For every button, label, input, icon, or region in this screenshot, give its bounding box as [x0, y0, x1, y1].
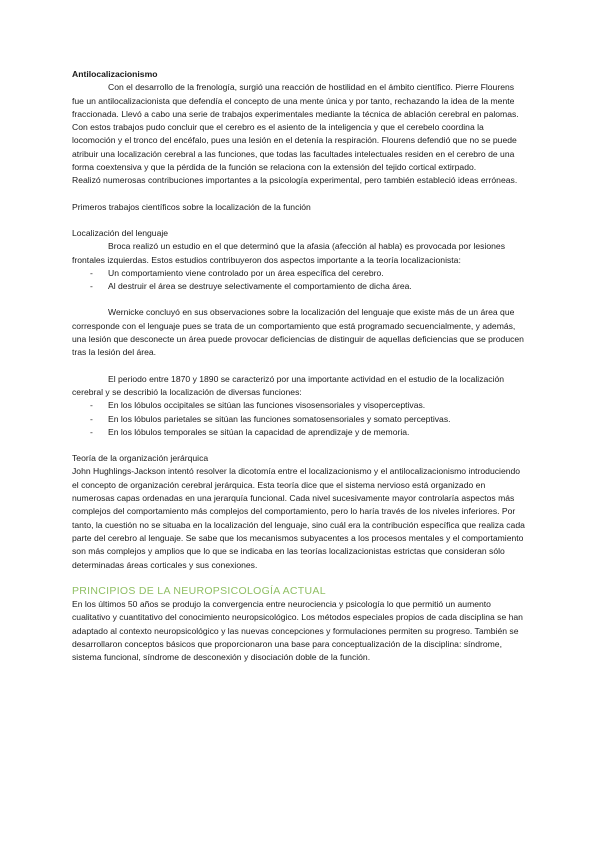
list-item: - En los lóbulos occipitales se sitúan las funciones visosensoriales y visoperceptivas.: [72, 399, 528, 412]
antilocalizacionismo-paragraph: Con el desarrollo de la frenología, surgió una reacción de hostilidad en el ámbito científico. Pierre Flourens fue un antilocalizacionista que defendía el concepto de una mente única y por tanto, rechazando la idea de la mente fraccionada. Llevó a cabo una serie de trabajos experimentales mediante la técnica de ablación cerebral en palomas. Con estos trabajos pudo concluir que el cerebro es el asiento de la inteligencia y que el cerebelo coordina la locomoción y el tronco del encéfalo, pues una lesión en el detenía la respiración. Flourens defendió que no se puede atribuir una localización cerebral a las funciones, que todas las facultades intelectuales residen en el cerebro de una forma coextensiva y que la pérdida de la función se relaciona con la extensión del tejido cortical extirpado.: [72, 82, 519, 173]
broca-list: [72, 267, 528, 294]
wernicke-paragraph: Wernicke concluyó en sus observaciones sobre la localización del lenguaje que existe más de un área que corresponde con el lenguaje pues se trata de un comportamiento que está programado secuencialmente, y además, una lesión que desconecte un área puede provocar deficiencias de distinguir de aquellas deficiencias que se producen tras la lesión del área.: [72, 307, 524, 358]
principios-section-title: PRINCIPIOS DE LA NEUROPSICOLOGÍA ACTUAL: [72, 584, 326, 597]
localizacion-lenguaje-heading: Localización del lenguaje: [72, 227, 169, 238]
antilocalizacionismo-paragraph-2: Realizó numerosas contribuciones importantes a la psicología experimental, pero también estableció ideas erróneas.: [72, 175, 518, 186]
document-body: [72, 68, 528, 665]
list-item: - En los lóbulos temporales se sitúan la capacidad de aprendizaje y de memoria.: [72, 426, 528, 439]
jackson-paragraph: John Hughlings-Jackson intentó resolver la dicotomía entre el localizacionismo y el antilocalizacionismo introduciendo el concepto de organización cerebral jerárquica. Esta teoría dice que el sistema nervioso está organizado en numerosas capas ordenadas en una jerarquía funcional. Cada nivel sucesivamente mayor controlaría aspectos más complejos del comportamiento más complejos del comportamiento, pero lo haría través de los niveles inferiores. Por tanto, la cuestión no se situaba en la localización del lenguaje, sino cuál era la contribución específica que realiza cada parte del cerebro al lenguaje. Se sabe que los mecanismos subyacentes a los procesos mentales y el comportamiento son más complejos y amplios que lo que se indicaba en las teorías localizacionistas estrictas que consideran sólo determinadas áreas corticales y sus conexiones.: [72, 466, 525, 570]
organizacion-jerarquica-heading: Teoría de la organización jerárquica: [72, 453, 209, 464]
broca-paragraph: Broca realizó un estudio en el que determinó que la afasia (afección al habla) es provocada por lesiones frontales izquierdas. Estos estudios contribuyeron dos aspectos importante a la teoría localizacionista:: [72, 241, 505, 265]
ultimos-paragraph: En los últimos 50 años se produjo la convergencia entre neurociencia y psicología lo que permitió un aumento cualitativo y cuantitativo del conocimiento neuropsicológico. Los métodos especiales propios de cada disciplina se han adaptado al contexto neuropsicológico y las nuevas concepciones y formulaciones permiten su progreso. También se desarrollaron conceptos básicos que proporcionaron una base para conceptualización de la disciplina: síndrome, sistema funcional, síndrome de desconexión y disociación doble de la función.: [72, 599, 523, 663]
antilocalizacionismo-heading: Antilocalizacionismo: [72, 69, 158, 79]
lobulos-list: [72, 399, 528, 439]
list-item: - Al destruir el área se destruye selectivamente el comportamiento de dicha área.: [72, 280, 528, 293]
list-item: - En los lóbulos parietales se sitúan las funciones somatosensoriales y somato perceptivas.: [72, 413, 528, 426]
periodo-paragraph: El periodo entre 1870 y 1890 se caracterizó por una importante actividad en el estudio de la localización cerebral y se describió la localización de diversas funciones:: [72, 373, 505, 397]
list-item: - Un comportamiento viene controlado por un área específica del cerebro.: [72, 267, 528, 280]
primeros-trabajos-heading: Primeros trabajos científicos sobre la localización de la función: [72, 201, 311, 212]
